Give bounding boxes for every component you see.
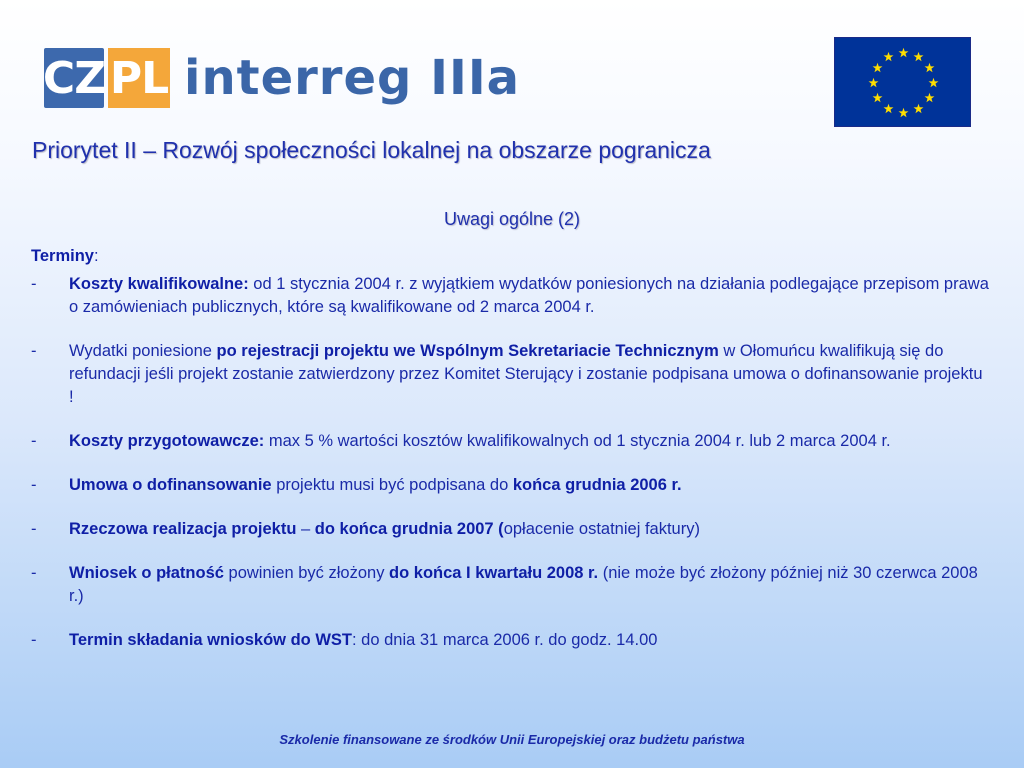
eu-star-icon — [899, 108, 909, 117]
bullet-dash: - — [31, 520, 37, 538]
eu-star-icon — [914, 104, 924, 113]
eu-star-icon — [929, 78, 939, 87]
eu-star-icon — [873, 63, 883, 72]
footer-note: Szkolenie finansowane ze środków Unii Europejskiej oraz budżetu państwa — [279, 732, 745, 747]
logo-pl-box — [108, 48, 170, 108]
term-item-text: Umowa o dofinansowanie projektu musi być podpisana do końca grudnia 2006 r. — [69, 476, 682, 494]
bullet-dash: - — [31, 342, 37, 360]
term-item — [31, 629, 991, 652]
eu-star-icon — [884, 104, 894, 113]
eu-flag-icon — [834, 37, 971, 127]
bullet-dash: - — [31, 432, 37, 450]
bullet-dash: - — [31, 631, 37, 649]
bullet-dash: - — [31, 275, 37, 293]
bullet-dash: - — [31, 476, 37, 494]
logo-brand-text: interreg IIIa — [184, 50, 521, 106]
term-item-text: Rzeczowa realizacja projektu – do końca grudnia 2007 (opłacenie ostatniej faktury) — [69, 520, 700, 538]
eu-star-icon — [899, 48, 909, 57]
term-item-text: Termin składania wniosków do WST: do dnia 31 marca 2006 r. do godz. 14.00 — [69, 631, 658, 649]
term-item-text: Wydatki poniesione po rejestracji projektu we Wspólnym Sekretariacie Technicznym w Ołomuńcu kwalifikują się do refundacji jeśli projekt zostanie zatwierdzony przez Komitet Sterujący i zostanie podpisana umowa o dofinansowanie projektu ! — [69, 342, 983, 406]
eu-star-icon — [914, 52, 924, 61]
terms-heading: Terminy: — [31, 247, 99, 265]
term-item-text: Koszty przygotowawcze: max 5 % wartości kosztów kwalifikowalnych od 1 stycznia 2004 r. lub 2 marca 2004 r. — [69, 432, 891, 450]
term-item — [31, 474, 991, 497]
bullet-dash: - — [31, 564, 37, 582]
term-item-text: Koszty kwalifikowalne: od 1 stycznia 2004 r. z wyjątkiem wydatków poniesionych na działania podlegające przepisom prawa o zamówieniach publicznych, które są kwalifikowane od 2 marca 2004 r. — [69, 275, 989, 316]
eu-star-icon — [925, 63, 935, 72]
eu-star-icon — [873, 93, 883, 102]
term-item — [31, 430, 991, 453]
term-item — [31, 562, 991, 608]
eu-star-icon — [925, 93, 935, 102]
logo-cz-box — [44, 48, 104, 108]
interreg-logo — [44, 48, 520, 108]
eu-star-icon — [884, 52, 894, 61]
term-item — [31, 518, 991, 541]
page-subtitle: Uwagi ogólne (2) — [443, 209, 581, 229]
term-item — [31, 340, 991, 409]
logo-pl-text: PL — [109, 52, 169, 104]
page-title: Priorytet II – Rozwój społeczności lokalnej na obszarze pogranicza — [32, 137, 711, 163]
logo-cz-text: CZ — [42, 52, 106, 104]
term-item-text: Wniosek o płatność powinien być złożony do końca I kwartału 2008 r. (nie może być złożony później niż 30 czerwca 2008 r.) — [69, 564, 978, 605]
eu-star-icon — [869, 78, 879, 87]
term-item — [31, 273, 991, 319]
terms-section — [31, 245, 991, 673]
terms-list — [31, 273, 991, 652]
